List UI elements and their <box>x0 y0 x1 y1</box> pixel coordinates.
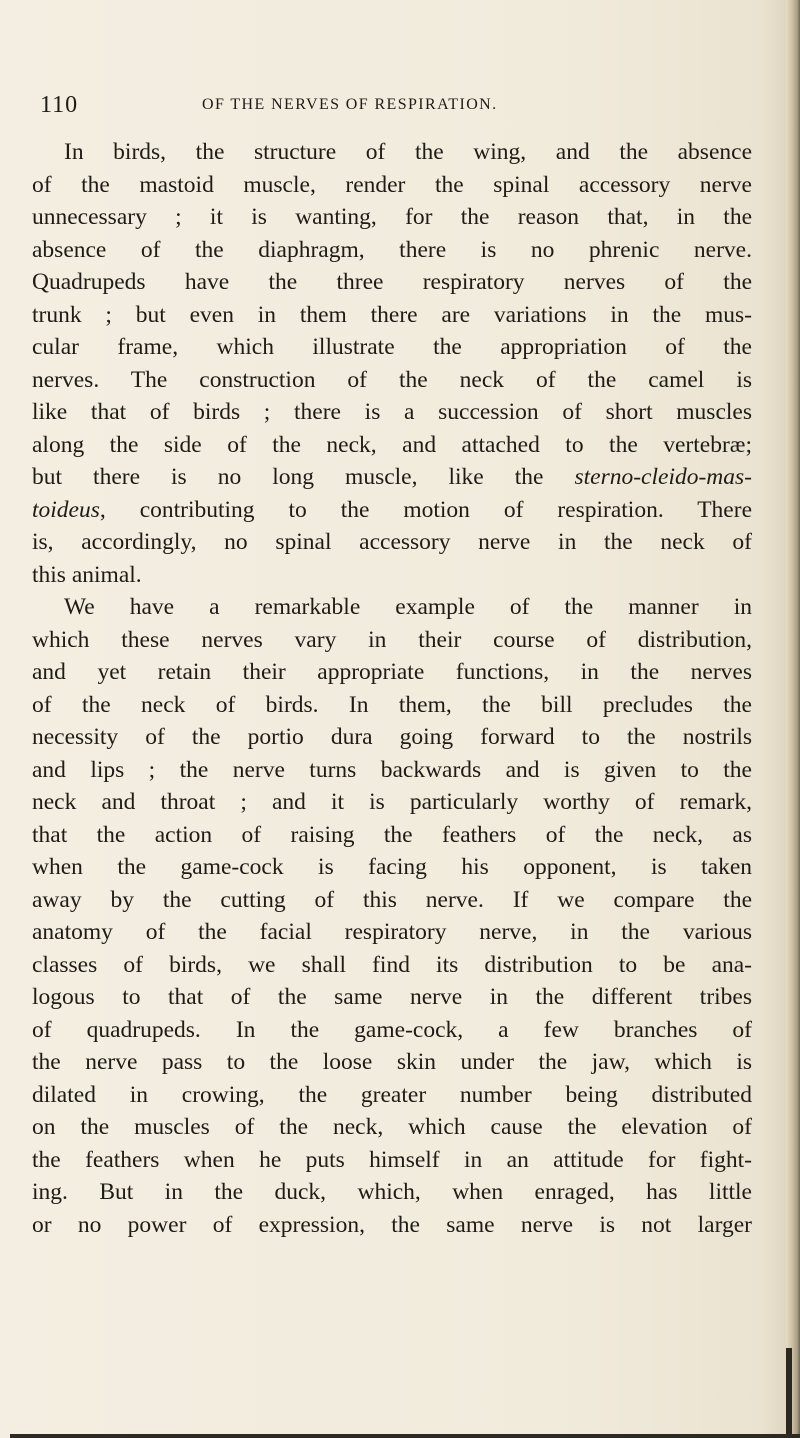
text-line: dilated in crowing, the greater number being distributed <box>32 1081 752 1108</box>
text-line: logous to that of the same nerve in the different tribes <box>32 984 752 1010</box>
text-line: of the neck of birds. In them, the bill precludes the <box>32 691 752 718</box>
text-line: We have a remarkable example of the manner in <box>64 594 752 620</box>
text-line: unnecessary ; it is wanting, for the reason that, in the <box>32 204 752 230</box>
text-line: away by the cutting of this nerve. If we compare the <box>32 886 752 913</box>
text-line: absence of the diaphragm, there is no phrenic nerve. <box>32 236 752 263</box>
text-line: the nerve pass to the loose skin under the jaw, which is <box>32 1049 752 1075</box>
page-spine-edge <box>786 0 800 1438</box>
body-text <box>32 136 752 1241</box>
text-line: along the side of the neck, and attached to the vertebræ; <box>32 431 752 458</box>
text-line: and lips ; the nerve turns backwards and is given to the <box>32 756 752 783</box>
page-header <box>40 92 760 128</box>
running-title: OF THE NERVES OF RESPIRATION. <box>202 96 498 113</box>
text-line: the feathers when he puts himself in an attitude for fight- <box>32 1146 752 1173</box>
text-line: anatomy of the facial respiratory nerve, in the various <box>32 919 752 945</box>
text-line: In birds, the structure of the wing, and the absence <box>64 139 752 165</box>
text-line: on the muscles of the neck, which cause the elevation of <box>32 1114 752 1140</box>
text-line: and yet retain their appropriate functions, in the nerves <box>32 659 752 685</box>
text-line: necessity of the portio dura going forward to the nostrils <box>32 724 752 750</box>
text-line: classes of birds, we shall find its distribution to be ana- <box>32 951 752 978</box>
text-segment: but there is no long muscle, like the <box>32 464 575 490</box>
text-line: when the game-cock is facing his opponent, is taken <box>32 854 752 880</box>
text-line: ing. But in the duck, which, when enraged, has little <box>32 1179 752 1205</box>
page-spine-shadow <box>786 1348 792 1438</box>
italic-term: toideus <box>32 496 100 523</box>
text-line: of the mastoid muscle, render the spinal accessory nerve <box>32 171 752 198</box>
text-line: neck and throat ; and it is particularly worthy of remark, <box>32 789 752 815</box>
page-bottom-edge <box>10 1434 800 1438</box>
text-line: which these nerves vary in their course of distribution, <box>32 626 752 653</box>
italic-term: sterno-cleido-mas- <box>574 464 752 490</box>
text-line <box>32 461 752 494</box>
text-line: or no power of expression, the same nerve is not larger <box>32 1211 752 1238</box>
text-line: that the action of raising the feathers of the neck, as <box>32 821 752 848</box>
text-line: like that of birds ; there is a succession of short muscles <box>32 399 752 425</box>
text-line: is, accordingly, no spinal accessory nerve in the neck of <box>32 529 752 555</box>
text-line: this animal. <box>32 561 142 588</box>
text-segment: , contributing to the motion of respiration. There <box>99 496 752 523</box>
text-line: cular frame, which illustrate the appropriation of the <box>32 334 752 360</box>
page-number: 110 <box>40 92 79 118</box>
text-line: of quadrupeds. In the game-cock, a few branches of <box>32 1016 752 1043</box>
text-line <box>32 494 752 527</box>
text-line: Quadrupeds have the three respiratory nerves of the <box>32 269 752 295</box>
text-line: trunk ; but even in them there are variations in the mus- <box>32 301 752 328</box>
text-line: nerves. The construction of the neck of the camel is <box>32 366 752 393</box>
